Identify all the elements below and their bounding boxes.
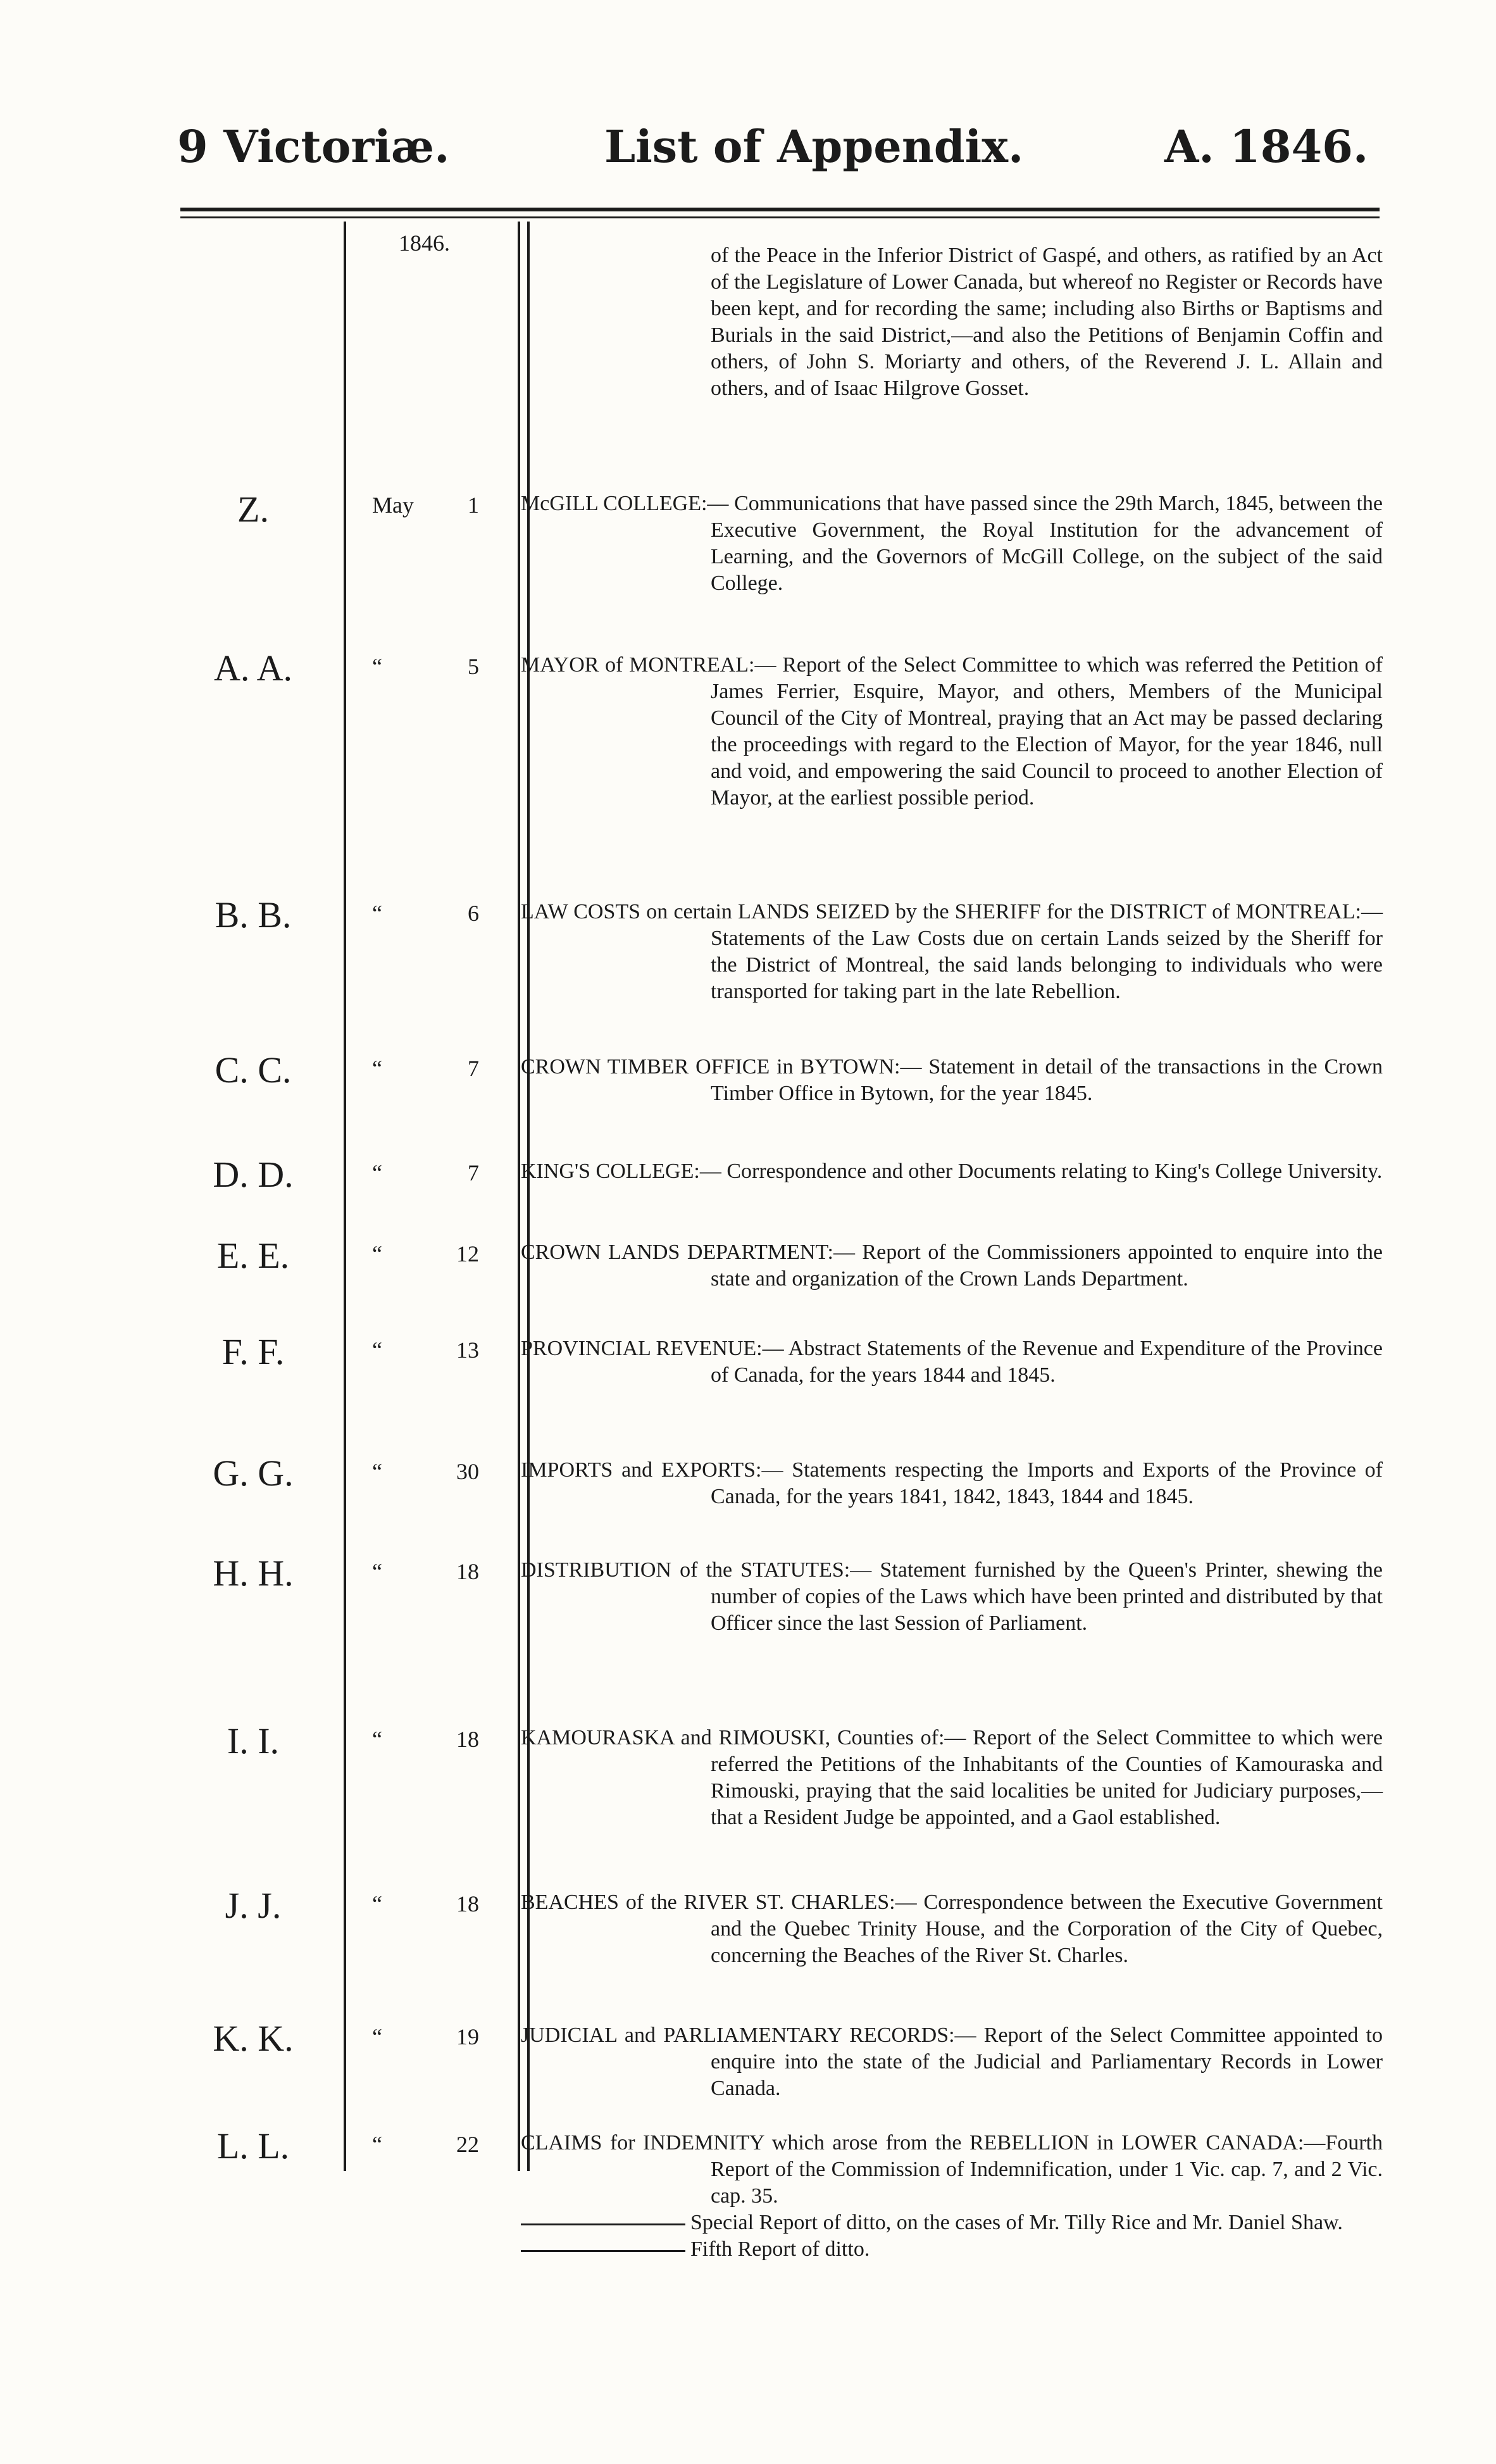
entry-subject: PROVINCIAL REVENUE:— [521, 1337, 789, 1360]
entry-text: Report of the Select Committee to which was referred the Petition of James Ferrier, Esquire, Mayor, and others, Members of the Municipal Council of the City of Montreal, praying that an Act may be passed declaring the proceedings with regard to the Election of Mayor, for the year 1846, null and void, and empowering the said Council to proceed to another Election of Mayor, at the earliest possible period. [711, 653, 1383, 810]
entry-subject: BEACHES of the RIVER ST. CHARLES:— [521, 1891, 924, 1914]
entry-description [521, 491, 1383, 597]
appendix-year: A. 1846. [1164, 120, 1369, 173]
session-label: 9 Victoriæ. [177, 120, 450, 173]
entry-letter: B. B. [215, 894, 292, 935]
entry-description [521, 1158, 1383, 1185]
entry-day: 22 [456, 2132, 479, 2157]
entry-text: Statement in detail of the transactions in the Crown Timber Office in Bytown, for the year 1845. [711, 1055, 1383, 1105]
entry-description [521, 2130, 1383, 2263]
entry-letter: F. F. [221, 1331, 285, 1372]
column-divider-letter [344, 222, 346, 2171]
entry-subject: DISTRIBUTION of the STATUTES:— [521, 1558, 880, 1582]
entry-text: DISTRICT of MONTREAL:—Statements of the Law Costs due on certain Lands seized by the Sheriff for the District of Montreal, the said lands belonging to individuals who were transported for taking part in the late Rebellion. [711, 900, 1383, 1003]
entry-month: “ [372, 1459, 382, 1484]
entry-subject: JUDICIAL and PARLIAMENTARY RECORDS:— [521, 2023, 984, 2047]
entry-subject: McGILL COLLEGE:— [521, 492, 735, 515]
entry-subject: LAW COSTS on certain LANDS SEIZED by the SHERIFF for the [521, 900, 1110, 923]
entry-month: “ [372, 1337, 382, 1363]
entry-letter: Z. [237, 489, 269, 530]
entry-month: “ [372, 654, 382, 679]
entry-month: “ [372, 1056, 382, 1081]
entry-text: Report of the Select Committee appointed to enquire into the state of the Judicial and Parliamentary Records in Lower Canada. [711, 2023, 1383, 2100]
entry-day: 5 [468, 654, 479, 679]
entry-day: 13 [456, 1337, 479, 1363]
entry-day: 1 [468, 492, 479, 518]
entry-day: 12 [456, 1241, 479, 1266]
entry-month: “ [372, 1160, 382, 1185]
continued-entry-text: of the Peace in the Inferior District of Gaspé, and others, as ratified by an Act of the Legislature of Lower Canada, but whereof no Register or Records have been kept, and for recording the same; including also Births or Baptisms and Burials in the said District,—and also the Petitions of Benjamin Coffin and others, of John S. Moriarty and others, of the Reverend J. L. Allain and others, and of Isaac Hilgrove Gosset. [711, 244, 1383, 400]
entry-text: Correspondence between the Executive Government and the Quebec Trinity House, and the Corporation of the City of Quebec, concerning the Beaches of the River St. Charles. [711, 1891, 1383, 1967]
entry-subject: KAMOURASKA and RIMOUSKI, Counties of:— [521, 1726, 973, 1749]
entry-letter: H. H. [213, 1553, 294, 1594]
entry-month: “ [372, 1891, 382, 1917]
entry-description [521, 1457, 1383, 1510]
entry-description [521, 1239, 1383, 1292]
entry-description [521, 2022, 1383, 2102]
entry-description [521, 1725, 1383, 1831]
entry-text: Abstract Statements of the Revenue and Expenditure of the Province of Canada, for the years 1844 and 1845. [711, 1337, 1383, 1387]
year-heading: 1846. [399, 230, 450, 256]
entry-subitem: Special Report of ditto, on the cases of Mr. Tilly Rice and Mr. Daniel Shaw. [521, 2210, 1383, 2236]
entry-month: “ [372, 1559, 382, 1584]
entry-text: Statement furnished by the Queen's Printer, shewing the number of copies of the Laws which have been printed and distributed by that Officer since the last Session of Parliament. [711, 1558, 1383, 1635]
entry-text: Statements respecting the Imports and Exports of the Province of Canada, for the years 1841, 1842, 1843, 1844 and 1845. [711, 1458, 1383, 1508]
entry-day: 7 [468, 1160, 479, 1185]
entry-day: 18 [456, 1891, 479, 1917]
entry-letter: K. K. [213, 2018, 294, 2059]
page-title: List of Appendix. [604, 120, 1024, 173]
entry-month: “ [372, 2132, 382, 2157]
entry-month: “ [372, 1241, 382, 1266]
entry-subject: MAYOR of MONTREAL:— [521, 653, 783, 677]
header-rule-thin [180, 216, 1380, 218]
entry-subitem: Fifth Report of ditto. [521, 2236, 1383, 2263]
entry-text: Correspondence and other Documents relating to King's College University. [726, 1160, 1383, 1183]
entry-subject: CLAIMS for INDEMNITY which arose from the REBELLION in [521, 2131, 1122, 2154]
entry-month: May [372, 492, 414, 518]
entry-month: “ [372, 2024, 382, 2049]
entry-description [521, 1557, 1383, 1637]
entry-day: 19 [456, 2024, 479, 2049]
entry-month: “ [372, 901, 382, 926]
ditto-rule [521, 2250, 685, 2252]
entry-day: 7 [468, 1056, 479, 1081]
entry-description [521, 1054, 1383, 1107]
column-divider-date-1 [518, 222, 520, 2171]
entry-text: Report of the Commissioners appointed to enquire into the state and organization of the Crown Lands Department. [711, 1241, 1383, 1291]
entry-subject: KING'S COLLEGE:— [521, 1160, 727, 1183]
entry-letter: A. A. [213, 647, 293, 689]
entry-description [521, 1335, 1383, 1389]
entry-text: LOWER CANADA:—Fourth Report of the Commission of Indemnification, under 1 Vic. cap. 7, and 2 Vic. cap. 35. [711, 2131, 1383, 2208]
entry-text: Report of the Select Committee to which were referred the Petitions of the Inhabitants of the Counties of Kamouraska and Rimouski, praying that the said localities be united for Judiciary purposes,—that a Resident Judge be appointed, and a Gaol established. [711, 1726, 1383, 1829]
entry-letter: I. I. [227, 1720, 280, 1761]
entry-letter: L. L. [216, 2125, 290, 2167]
entry-subject: CROWN TIMBER OFFICE in BYTOWN:— [521, 1055, 929, 1079]
header-rule-thick [180, 208, 1380, 211]
entry-letter: J. J. [225, 1885, 282, 1926]
ditto-rule [521, 2223, 685, 2225]
entry-month: “ [372, 1727, 382, 1752]
entry-letter: C. C. [215, 1049, 292, 1091]
entry-letter: E. E. [216, 1235, 290, 1276]
entry-letter: G. G. [213, 1453, 294, 1494]
entry-day: 18 [456, 1559, 479, 1584]
entry-day: 18 [456, 1727, 479, 1752]
entry-subject: IMPORTS and EXPORTS:— [521, 1458, 792, 1482]
entry-text: Communications that have passed since the 29th March, 1845, between the Executive Government, the Royal Institution for the advancement of Learning, and the Governors of McGill College, on the subject of the said College. [711, 492, 1383, 595]
entry-day: 6 [468, 901, 479, 926]
entry-day: 30 [456, 1459, 479, 1484]
entry-description [521, 1889, 1383, 1969]
entry-description [521, 899, 1383, 1005]
entry-description [521, 652, 1383, 811]
entry-subject: CROWN LANDS DEPARTMENT:— [521, 1241, 863, 1264]
entry-letter: D. D. [213, 1154, 294, 1195]
